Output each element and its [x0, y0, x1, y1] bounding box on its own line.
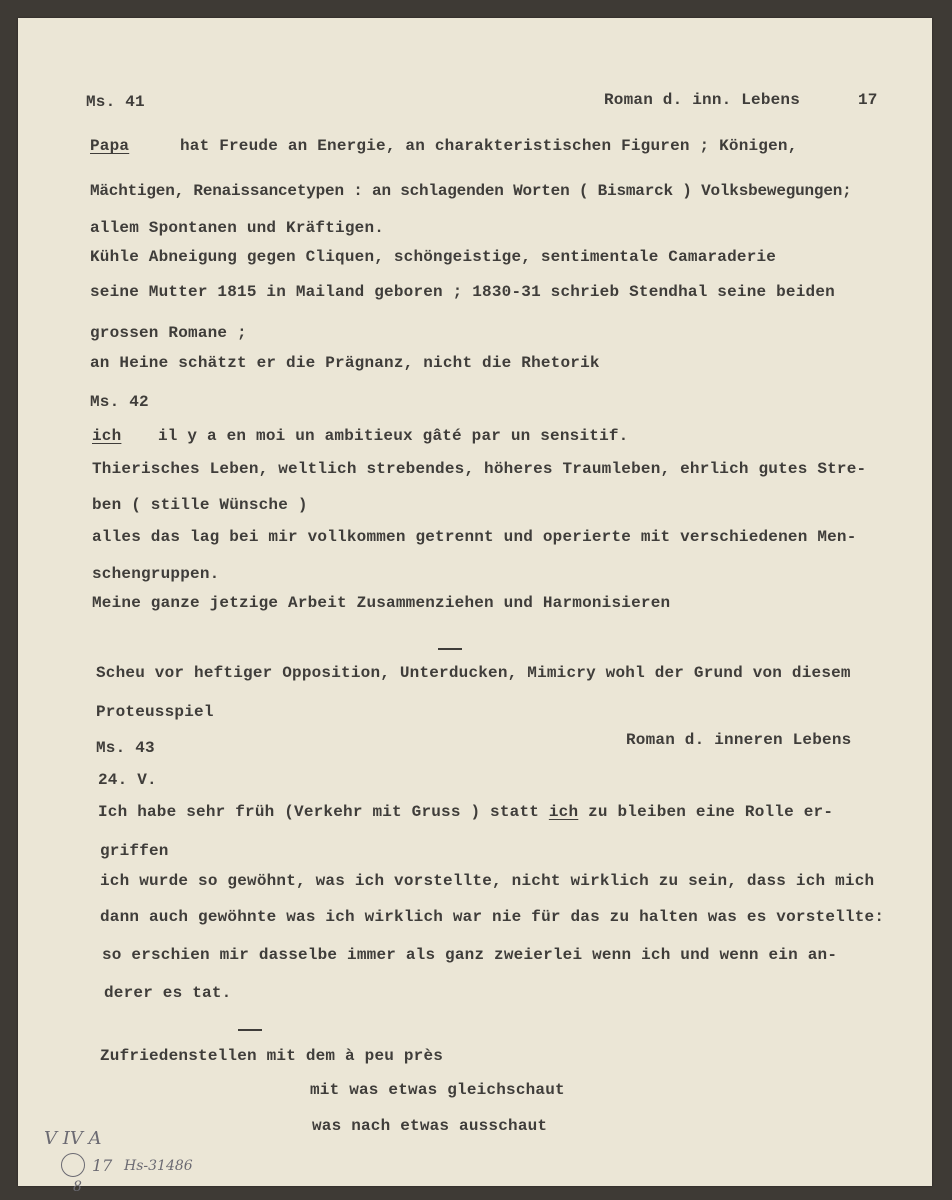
text-line: allem Spontanen und Kräftigen.: [90, 219, 385, 237]
text-line: Meine ganze jetzige Arbeit Zusammenziehen und Harmonisieren: [92, 594, 671, 612]
manuscript-number: Ms. 42: [90, 393, 149, 411]
archive-signature-mark: V IV A: [44, 1128, 102, 1149]
manuscript-number: Ms. 43: [96, 739, 155, 757]
text-line: dann auch gewöhnte was ich wirklich war nie für das zu halten was es vorstellte:: [100, 908, 885, 926]
text-line: Scheu vor heftiger Opposition, Unterducken, Mimicry wohl der Grund von diesem: [96, 664, 851, 682]
section-divider: [238, 1029, 262, 1031]
underlined-word: ich: [548, 803, 579, 821]
text-line: mit was etwas gleichschaut: [310, 1081, 565, 1099]
text-line: hat Freude an Energie, an charakteristischen Figuren ; Königen,: [180, 137, 798, 155]
text-line: Kühle Abneigung gegen Cliquen, schöngeistige, sentimentale Camaraderie: [90, 248, 777, 266]
header-title: Roman d. inn. Lebens: [604, 91, 801, 109]
text-line: grossen Romane ;: [90, 324, 247, 342]
text-line: Ich habe sehr früh (Verkehr mit Gruss ) statt ich zu bleiben eine Rolle er-: [98, 803, 834, 821]
text-line: griffen: [100, 842, 169, 860]
text-line: alles das lag bei mir vollkommen getrennt und operierte mit verschiedenen Men-: [92, 528, 857, 546]
text-line: was nach etwas ausschaut: [312, 1117, 548, 1135]
text-line: ich wurde so gewöhnt, was ich vorstellte, nicht wirklich zu sein, dass ich mich: [100, 872, 875, 890]
text-line: Thierisches Leben, weltlich strebendes, höheres Traumleben, ehrlich gutes Stre-: [92, 460, 867, 478]
circled-number-mark: 8: [61, 1153, 85, 1177]
page-number: 17: [858, 91, 878, 109]
line-label-ich: ich: [92, 427, 122, 445]
line-label-papa: Papa: [90, 137, 130, 155]
text-line: Zufriedenstellen mit dem à peu près: [100, 1047, 444, 1065]
section-divider: [438, 648, 462, 650]
date-line: 24. V.: [98, 771, 157, 789]
text-line: il y a en moi un ambitieux gâté par un sensitif.: [158, 427, 629, 445]
text-line: ben ( stille Wünsche ): [92, 496, 308, 514]
text-line: Proteusspiel: [96, 703, 214, 721]
text-line: schengruppen.: [92, 565, 220, 583]
text-line: seine Mutter 1815 in Mailand geboren ; 1830-31 schrieb Stendhal seine beiden: [90, 283, 835, 301]
text-line: Mächtigen, Renaissancetypen : an schlagenden Worten ( Bismarck ) Volksbewegungen;: [90, 182, 852, 200]
text-line: an Heine schätzt er die Prägnanz, nicht die Rhetorik: [90, 354, 600, 372]
text-line: derer es tat.: [104, 984, 232, 1002]
section-title: Roman d. inneren Lebens: [626, 731, 852, 749]
text-line: so erschien mir dasselbe immer als ganz zweierlei wenn ich und wenn ein an-: [102, 946, 838, 964]
archive-page-mark: 17: [92, 1156, 113, 1175]
archive-shelfmark: Hs-31486: [124, 1158, 193, 1174]
manuscript-number: Ms. 41: [86, 93, 145, 111]
